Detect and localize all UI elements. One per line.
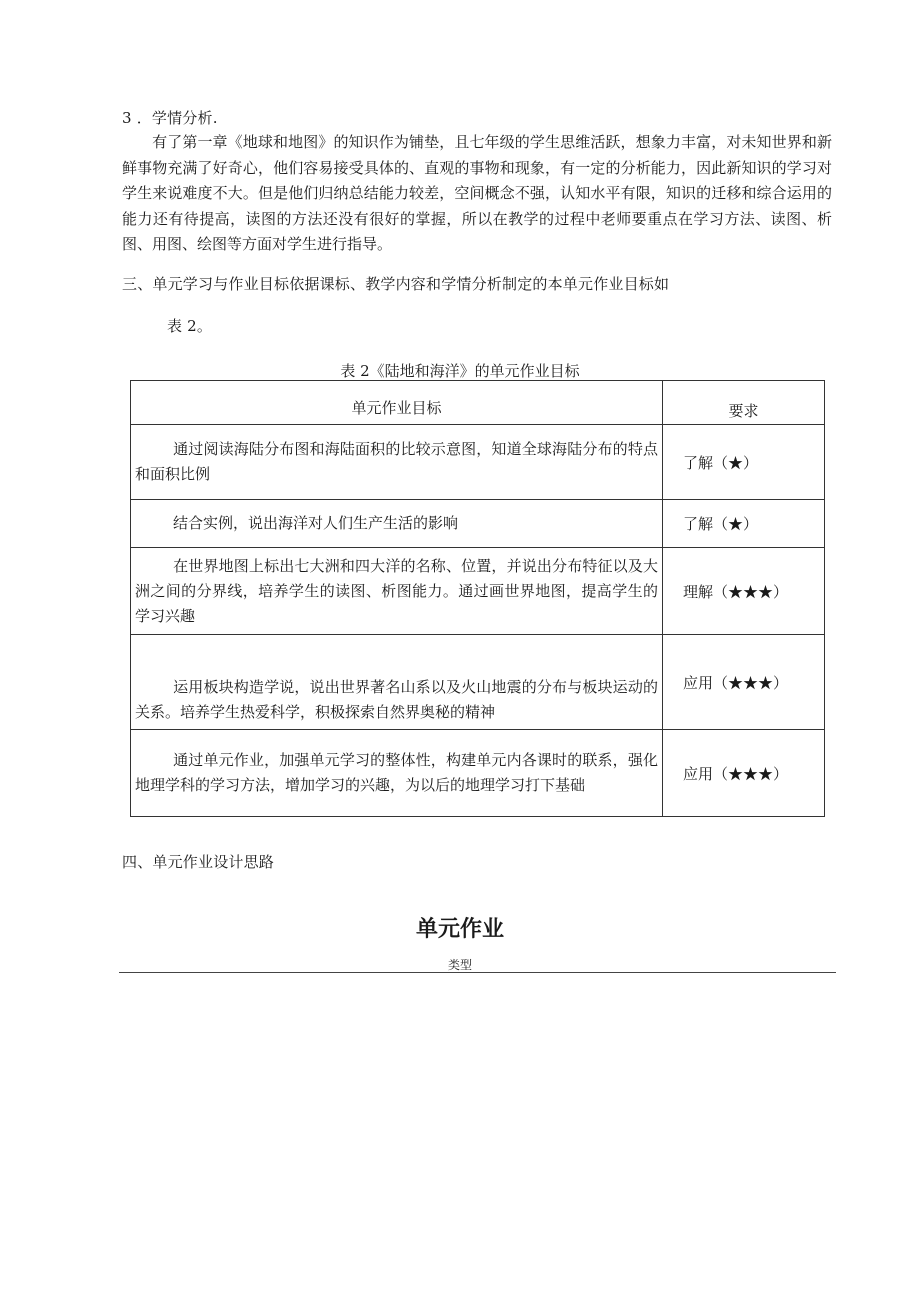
table-row xyxy=(131,500,825,548)
diagram-title: 单元作业 xyxy=(415,917,504,942)
requirement-cell: 理解（★★★） xyxy=(663,548,825,635)
requirement-cell: 应用（★★★） xyxy=(663,730,825,817)
unit-goals-table xyxy=(130,380,825,817)
section4-heading: 四、单元作业设计思路 xyxy=(122,853,275,871)
header-requirement: 要求 xyxy=(663,381,825,425)
goal-cell: 在世界地图上标出七大洲和四大洋的名称、位置，并说出分布特征以及大洲之间的分界线，培养学生的读图、析图能力。通过画世界地图，提高学生的学习兴趣 xyxy=(131,548,663,635)
requirement-cell: 应用（★★★） xyxy=(663,635,825,730)
table-row xyxy=(131,548,825,635)
table-row xyxy=(131,730,825,817)
analysis-heading: 3 ．学情分析. xyxy=(122,109,218,127)
goal-cell: 结合实例，说出海洋对人们生产生活的影响 xyxy=(131,500,663,548)
requirement-cell: 了解（★） xyxy=(663,500,825,548)
section3-heading: 三、单元学习与作业目标依据课标、教学内容和学情分析制定的本单元作业目标如 xyxy=(122,275,670,293)
diagram-sublabel: 类型 xyxy=(447,958,472,972)
analysis-paragraph-text: 有了第一章《地球和地图》的知识作为铺垫，且七年级的学生思维活跃，想象力丰富，对未知世界和新鲜事物充满了好奇心，他们容易接受具体的、直观的事物和现象，有一定的分析能力，因此新知识的学习对学生来说难度不大。但是他们归纳总结能力较差，空间概念不强，认知水平有限，知识的迁移和综合运用的能力还有待提高，读图的方法还没有很好的掌握，所以在教学的过程中老师要重点在学习方法、读图、析图、用图、绘图等方面对学生进行指导。 xyxy=(122,133,832,253)
table-caption: 表 2《陆地和海洋》的单元作业目标 xyxy=(340,362,580,380)
goal-cell: 通过单元作业，加强单元学习的整体性，构建单元内各课时的联系，强化地理学科的学习方法，增加学习的兴趣，为以后的地理学习打下基础 xyxy=(131,730,663,817)
horizontal-rule xyxy=(119,972,836,973)
goal-cell: 运用板块构造学说，说出世界著名山系以及火山地震的分布与板块运动的关系。培养学生热爱科学，积极探索自然界奥秘的精神 xyxy=(131,635,663,730)
table-header-row xyxy=(131,381,825,425)
table-row xyxy=(131,635,825,730)
goal-cell: 通过阅读海陆分布图和海陆面积的比较示意图，知道全球海陆分布的特点和面积比例 xyxy=(131,425,663,500)
table-row xyxy=(131,425,825,500)
analysis-paragraph xyxy=(122,130,832,258)
section3-heading-continued: 表 2。 xyxy=(167,317,213,335)
requirement-cell: 了解（★） xyxy=(663,425,825,500)
header-goal: 单元作业目标 xyxy=(131,381,663,425)
